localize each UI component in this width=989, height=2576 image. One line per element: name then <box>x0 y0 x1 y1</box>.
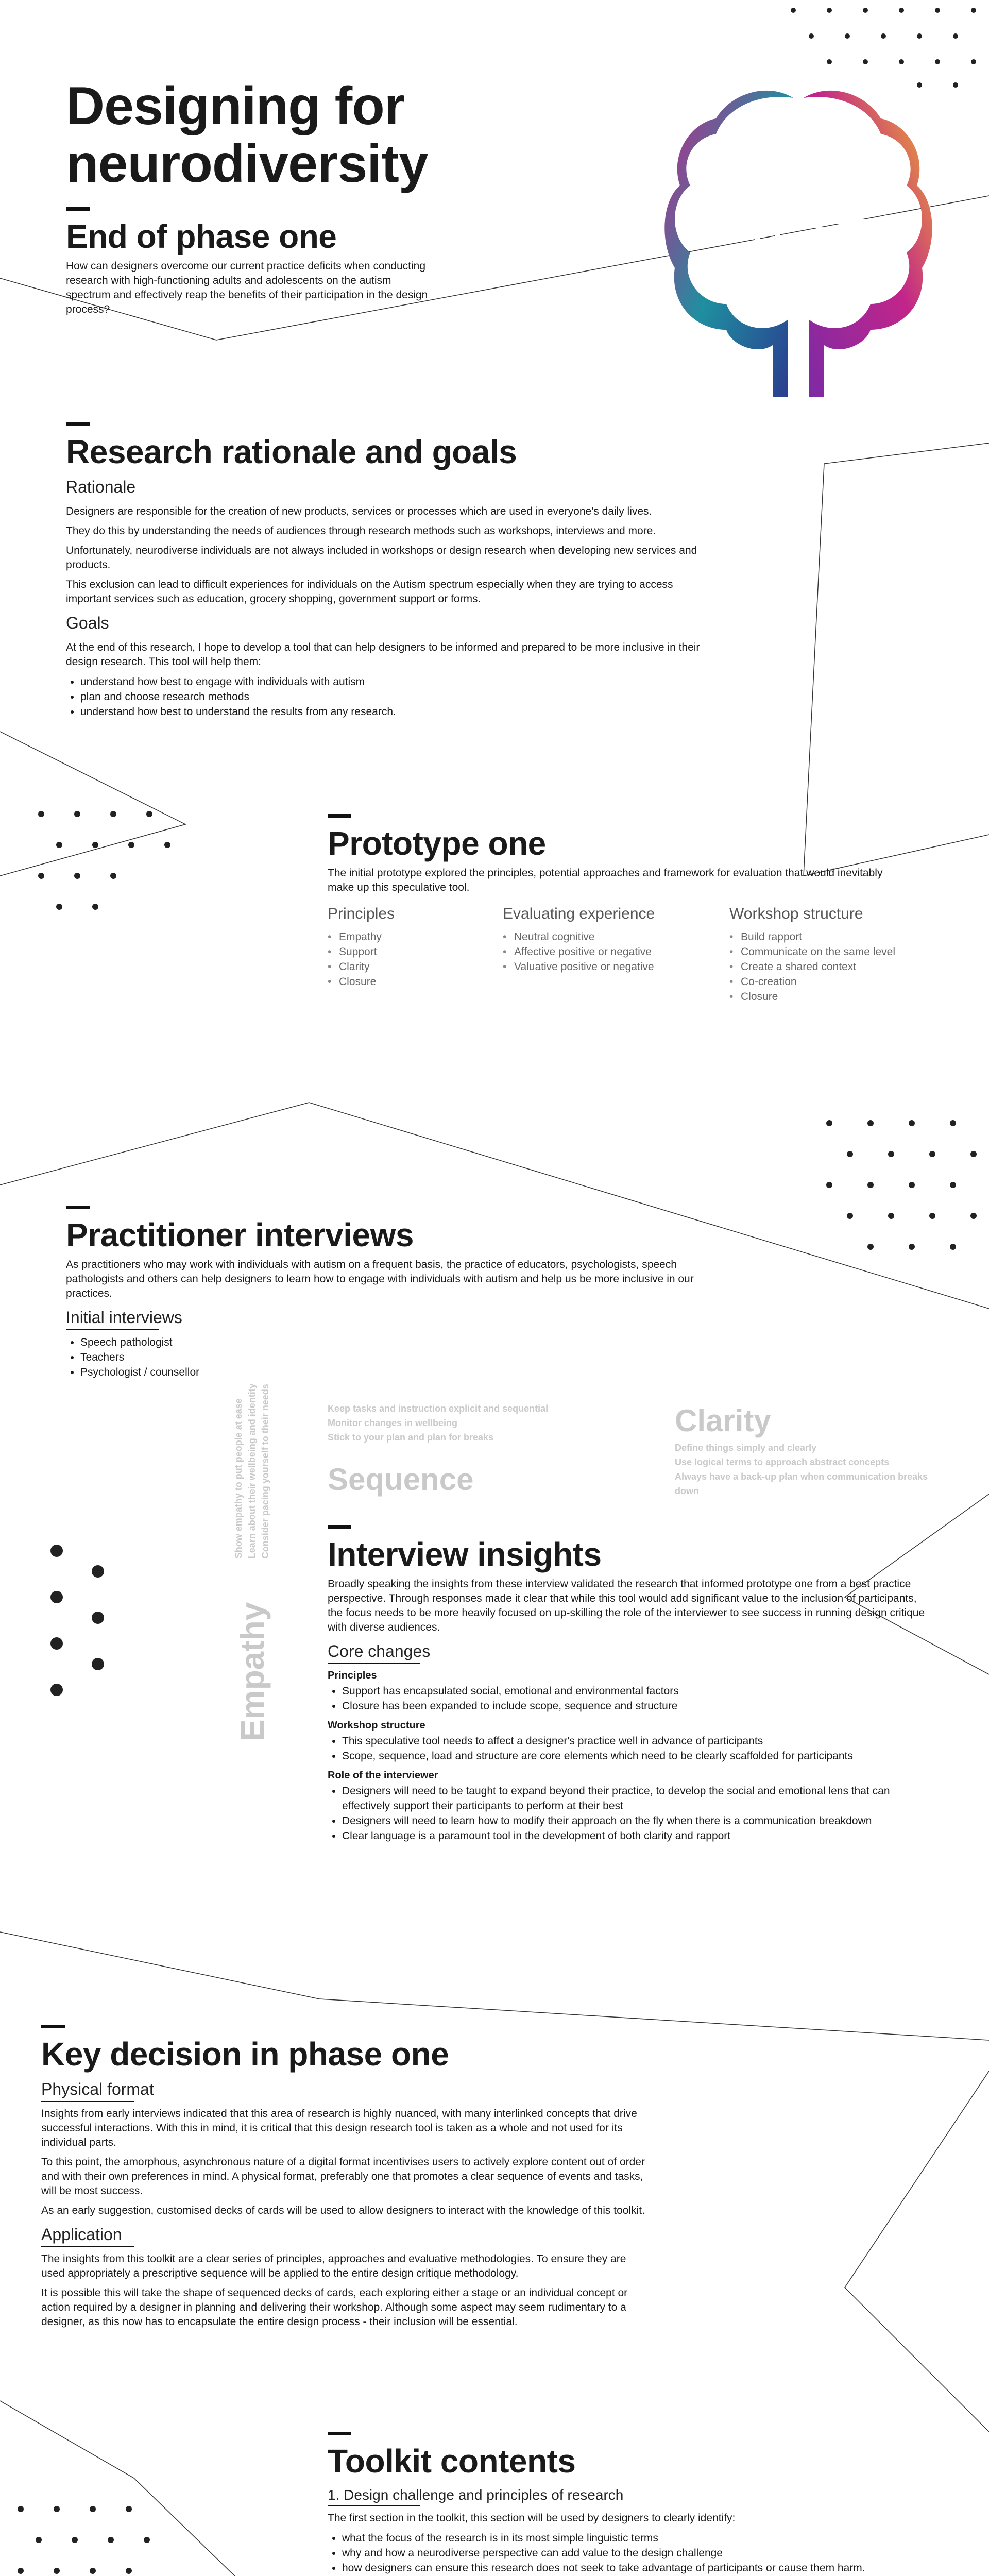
list-item: • why and how a neurodiverse perspective can add value to the design challenge <box>342 2546 930 2561</box>
section1-title: 1. Design challenge and principles of research <box>328 2487 624 2503</box>
empathy-note: Show empathy to put people at ease <box>233 1398 244 1559</box>
initial-interviews-title: Initial interviews <box>66 1308 182 1327</box>
list-item: • Closure <box>328 974 472 989</box>
dot-cluster-top <box>773 0 989 98</box>
role-label: Role of the interviewer <box>328 1770 438 1781</box>
list-item: • Affective positive or negative <box>503 944 698 959</box>
brain-illustration <box>664 88 932 407</box>
format-title: Physical format <box>41 2080 154 2098</box>
list-item: • Create a shared context <box>729 959 915 974</box>
divider <box>41 2101 134 2102</box>
format-p1: Insights from early interviews indicated that this area of research is highly nuanced, with many interlinked concepts that drive successful interactions. With this in mind, it is critical that this design research tool is taken as a whole and not used for its individual parts. <box>41 2108 637 2148</box>
insights-section <box>328 1525 925 1849</box>
decision-heading: Key decision in phase one <box>41 2036 449 2073</box>
heading-bar <box>66 1206 90 1209</box>
list-item: • Communicate on the same level <box>729 944 915 959</box>
rationale-p4: This exclusion can lead to difficult experiences for individuals on the Autism spectrum especially when they are trying to access important services such as education, grocery shopping, government support or forms. <box>66 579 673 605</box>
dot-cluster-right-1 <box>814 1113 984 1267</box>
heading-bar <box>328 2432 351 2435</box>
phase1-intro: How can designers overcome our current practice deficits when conducting research with high-functioning adults and adolescents on the autism spectrum and effectively reap the benefits of their participation in the design process? <box>66 260 428 315</box>
list-item: • Clear language is a paramount tool in the development of both clarity and rapport <box>342 1828 925 1843</box>
dot-cluster-left-big <box>36 1540 118 1710</box>
heading-bar <box>328 814 351 818</box>
empathy-note: Consider pacing yourself to their needs <box>260 1384 270 1559</box>
goals-title: Goals <box>66 614 109 632</box>
list-item: • Speech pathologist <box>80 1335 705 1350</box>
divider <box>328 1663 420 1664</box>
divider <box>41 2246 134 2247</box>
dot-cluster-left-2 <box>10 2499 180 2576</box>
list-item: • Co-creation <box>729 974 915 989</box>
heading-bar <box>66 422 90 426</box>
practitioner-intro: As practitioners who may work with individuals with autism on a frequent basis, the practice of educators, psychologists, speech pathologists and others can help designers to learn how to engage with individuals with autism and help us be more inclusive in our practices. <box>66 1259 694 1299</box>
practitioner-section <box>66 1206 705 1385</box>
prototype-intro: The initial prototype explored the principles, potential approaches and framework for evaluation that would inevitably make up this speculative tool. <box>328 867 883 893</box>
research-section <box>66 422 705 724</box>
heading-bar <box>66 207 90 211</box>
list-item: • Valuative positive or negative <box>503 959 698 974</box>
principles-label: Principles <box>328 1670 377 1681</box>
column-title: Workshop structure <box>729 905 863 922</box>
empathy-label: Empathy <box>234 1602 271 1741</box>
clarity-note: Define things simply and clearly <box>675 1443 817 1453</box>
evaluating-column <box>503 905 698 1009</box>
sequence-note: Stick to your plan and plan for breaks <box>328 1432 494 1443</box>
decision-section <box>41 2025 649 2334</box>
sequence-card <box>328 1401 616 1499</box>
column-title: Principles <box>328 905 395 922</box>
list-item: • plan and choose research methods <box>80 689 705 704</box>
hero-section <box>66 77 643 322</box>
list-item: • Empathy <box>328 929 472 944</box>
list-item: • Support <box>328 944 472 959</box>
clarity-note: Always have a back-up plan when communication breaks down <box>675 1471 928 1496</box>
toolkit-section <box>328 2432 930 2576</box>
empathy-card <box>232 1226 309 1741</box>
list-item: • Closure <box>729 989 915 1004</box>
list-item: • Psychologist / counsellor <box>80 1365 705 1380</box>
prototype-heading: Prototype one <box>328 825 546 862</box>
rationale-p1: Designers are responsible for the creation of new products, services or processes which are used in everyone's daily lives. <box>66 505 652 517</box>
dot-cluster-left-1 <box>31 804 185 922</box>
list-item: • Clarity <box>328 959 472 974</box>
sequence-note: Keep tasks and instruction explicit and sequential <box>328 1403 549 1414</box>
structure-label: Workshop structure <box>328 1720 425 1731</box>
workshop-column <box>729 905 915 1009</box>
list-item: • Neutral cognitive <box>503 929 698 944</box>
goals-intro: At the end of this research, I hope to develop a tool that can help designers to be informed and prepared to be more inclusive in their design research. This tool will help them: <box>66 641 700 668</box>
practitioner-heading: Practitioner interviews <box>66 1216 414 1253</box>
heading-bar <box>328 1525 351 1529</box>
insights-heading: Interview insights <box>328 1536 602 1573</box>
principles-column <box>328 905 472 1009</box>
sequence-note: Monitor changes in wellbeing <box>328 1418 458 1428</box>
page-title: Designing for neurodiversity <box>66 76 428 194</box>
clarity-note: Use logical terms to approach abstract concepts <box>675 1457 890 1467</box>
application-p1: The insights from this toolkit are a clear series of principles, approaches and evaluative methodologies. To ensure they are used appropriately a prescriptive sequence will be applied to the entire design critique methodology. <box>41 2253 626 2279</box>
sequence-label: Sequence <box>328 1462 474 1497</box>
divider <box>66 1329 159 1330</box>
list-item: • This speculative tool needs to affect a designer's practice well in advance of participants <box>342 1734 925 1749</box>
section1-p: The first section in the toolkit, this section will be used by designers to clearly identify: <box>328 2512 736 2524</box>
prototype-section <box>328 814 935 1009</box>
list-item: • what the focus of the research is in its most simple linguistic terms <box>342 2531 930 2546</box>
list-item: • Support has encapsulated social, emotional and environmental factors <box>342 1684 925 1699</box>
research-heading: Research rationale and goals <box>66 433 517 470</box>
column-title: Evaluating experience <box>503 905 655 922</box>
format-p3: As an early suggestion, customised decks of cards will be used to allow designers to interact with the knowledge of this toolkit. <box>41 2205 645 2216</box>
application-p2: It is possible this will take the shape of sequenced decks of cards, each exploring either a stage or an individual concept or action required by a designer in planning and delivering their workshop. Although some aspect may seem rudimentary to a designer, as this now has to encapsulate the entire design process - their inclusion will be essential. <box>41 2287 628 2328</box>
list-item: • how designers can ensure this research does not seek to take advantage of participants or cause them harm. <box>342 2561 930 2575</box>
list-item: • Scope, sequence, load and structure are core elements which need to be clearly scaffolded for participants <box>342 1749 925 1764</box>
goals-list <box>66 674 705 719</box>
list-item: • Designers will need to learn how to modify their approach on the fly when there is a communication breakdown <box>342 1814 925 1828</box>
list-item: • Closure has been expanded to include scope, sequence and structure <box>342 1699 925 1714</box>
rationale-p2: They do this by understanding the needs of audiences through research methods such as workshops, interviews and more. <box>66 525 656 537</box>
core-changes-title: Core changes <box>328 1642 431 1660</box>
clarity-card <box>675 1401 943 1498</box>
list-item: • Designers will need to be taught to expand beyond their practice, to develop the social and emotional lens that can effectively support their participants to perform at their best <box>342 1784 925 1814</box>
list-item: • understand how best to understand the results from any research. <box>80 704 705 719</box>
rationale-p3: Unfortunately, neurodiverse individuals are not always included in workshops or design research when developing new services and products. <box>66 545 697 571</box>
list-item: • Teachers <box>80 1350 705 1365</box>
list-item: • Build rapport <box>729 929 915 944</box>
empathy-note: Learn about their wellbeing and identity <box>247 1383 257 1559</box>
rationale-title: Rationale <box>66 478 136 496</box>
insights-intro: Broadly speaking the insights from these interview validated the research that informed prototype one from a best practice perspective. Through responses made it clear that while this tool would add significant value to the inclusion of participants, the focus needs to be more heavily focused on up-skilling the role of the interviewer to see success in running design critique with diverse audiences. <box>328 1578 925 1633</box>
clarity-label: Clarity <box>675 1403 771 1438</box>
phase1-heading: End of phase one <box>66 218 337 255</box>
divider <box>328 2505 420 2506</box>
list-item: • understand how best to engage with individuals with autism <box>80 674 705 689</box>
format-p2: To this point, the amorphous, asynchronous nature of a digital format incentivises users to actively explore content out of order and with their own preferences in mind. A physical format, preferably one that promotes a clear sequence of events and tasks, will be most success. <box>41 2156 645 2197</box>
toolkit-heading: Toolkit contents <box>328 2443 576 2480</box>
heading-bar <box>41 2025 65 2028</box>
application-title: Application <box>41 2225 122 2244</box>
